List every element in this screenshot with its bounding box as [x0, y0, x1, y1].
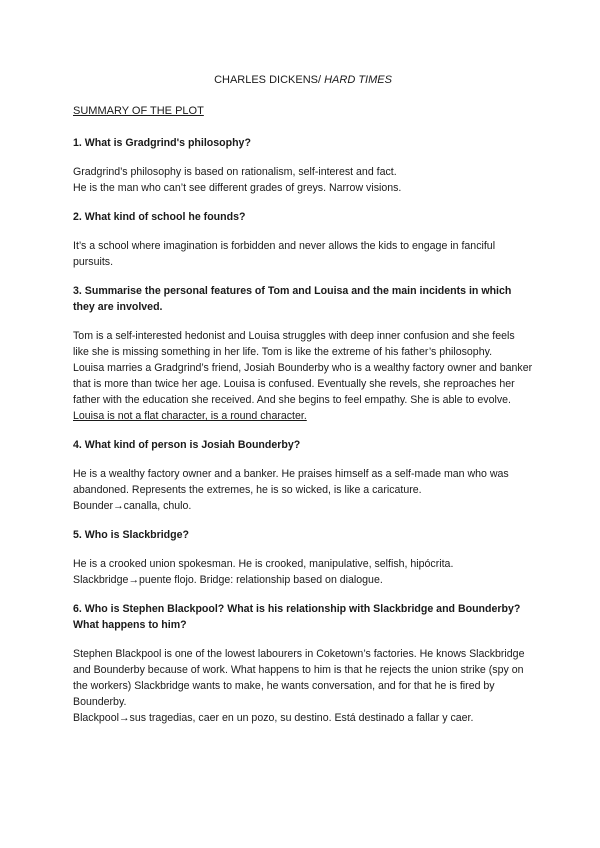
answer-3-paragraph-2 — [73, 360, 533, 424]
answer-2: It’s a school where imagination is forbidden and never allows the kids to engage in fanciful pursuits. — [73, 240, 496, 268]
answer-1-line-1: Gradgrind’s philosophy is based on rationalism, self-interest and fact. — [73, 166, 397, 178]
title-work: HARD TIMES — [324, 74, 392, 86]
answer-3 — [73, 328, 533, 424]
answer-6-paragraph-1: Stephen Blackpool is one of the lowest labourers in Coketown’s factories. He knows Slackbridge and Bounderby because of work. What happens to him is that he rejects the union strike (spy on the workers) Slackbridge wants to make, he wants conversation, and for that he is fired by Bounderby. — [73, 648, 525, 708]
answer-5-paragraph-2: Slackbridge→puente flojo. Bridge: relationship based on dialogue. — [73, 574, 383, 586]
answer-3-paragraph-2-text: Louisa marries a Gradgrind’s friend, Josiah Bounderby who is a wealthy factory owner and banker that is more than twice her age. Louisa is confused. Eventually she revels, she reproaches her father with the education she received. And she begins to feel empathy. She is able to evolve. — [73, 362, 533, 406]
answer-4 — [73, 466, 533, 514]
answer-6-paragraph-2: Blackpool→sus tragedias, caer en un pozo, su destino. Está destinado a fallar y caer. — [73, 712, 474, 724]
question-3: 3. Summarise the personal features of Tom and Louisa and the main incidents in which they are involved. — [73, 285, 512, 313]
answer-1 — [73, 164, 533, 196]
answer-6 — [73, 646, 533, 726]
question-4: 4. What kind of person is Josiah Bounderby? — [73, 439, 301, 451]
document-title — [73, 72, 533, 88]
document-page — [73, 72, 533, 726]
question-1: 1. What is Gradgrind's philosophy? — [73, 137, 251, 149]
section-heading: SUMMARY OF THE PLOT — [73, 105, 204, 117]
answer-3-paragraph-1: Tom is a self-interested hedonist and Louisa struggles with deep inner confusion and she feels like she is missing something in her life. Tom is like the extreme of his father’s philosophy. — [73, 330, 515, 358]
answer-4-paragraph-2: Bounder→canalla, chulo. — [73, 500, 192, 512]
answer-1-line-2: He is the man who can’t see different grades of greys. Narrow visions. — [73, 182, 402, 194]
answer-3-underlined-sentence: Louisa is not a flat character, is a round character. — [73, 410, 307, 422]
question-6: 6. Who is Stephen Blackpool? What is his relationship with Slackbridge and Bounderby? What happens to him? — [73, 603, 521, 631]
title-author: CHARLES DICKENS/ — [214, 74, 325, 86]
question-2: 2. What kind of school he founds? — [73, 211, 246, 223]
answer-5-paragraph-1: He is a crooked union spokesman. He is crooked, manipulative, selfish, hipócrita. — [73, 558, 454, 570]
answer-5 — [73, 556, 533, 588]
question-5: 5. Who is Slackbridge? — [73, 529, 189, 541]
answer-4-paragraph-1: He is a wealthy factory owner and a banker. He praises himself as a self-made man who was abandoned. Represents the extremes, he is so wicked, is like a caricature. — [73, 468, 509, 496]
